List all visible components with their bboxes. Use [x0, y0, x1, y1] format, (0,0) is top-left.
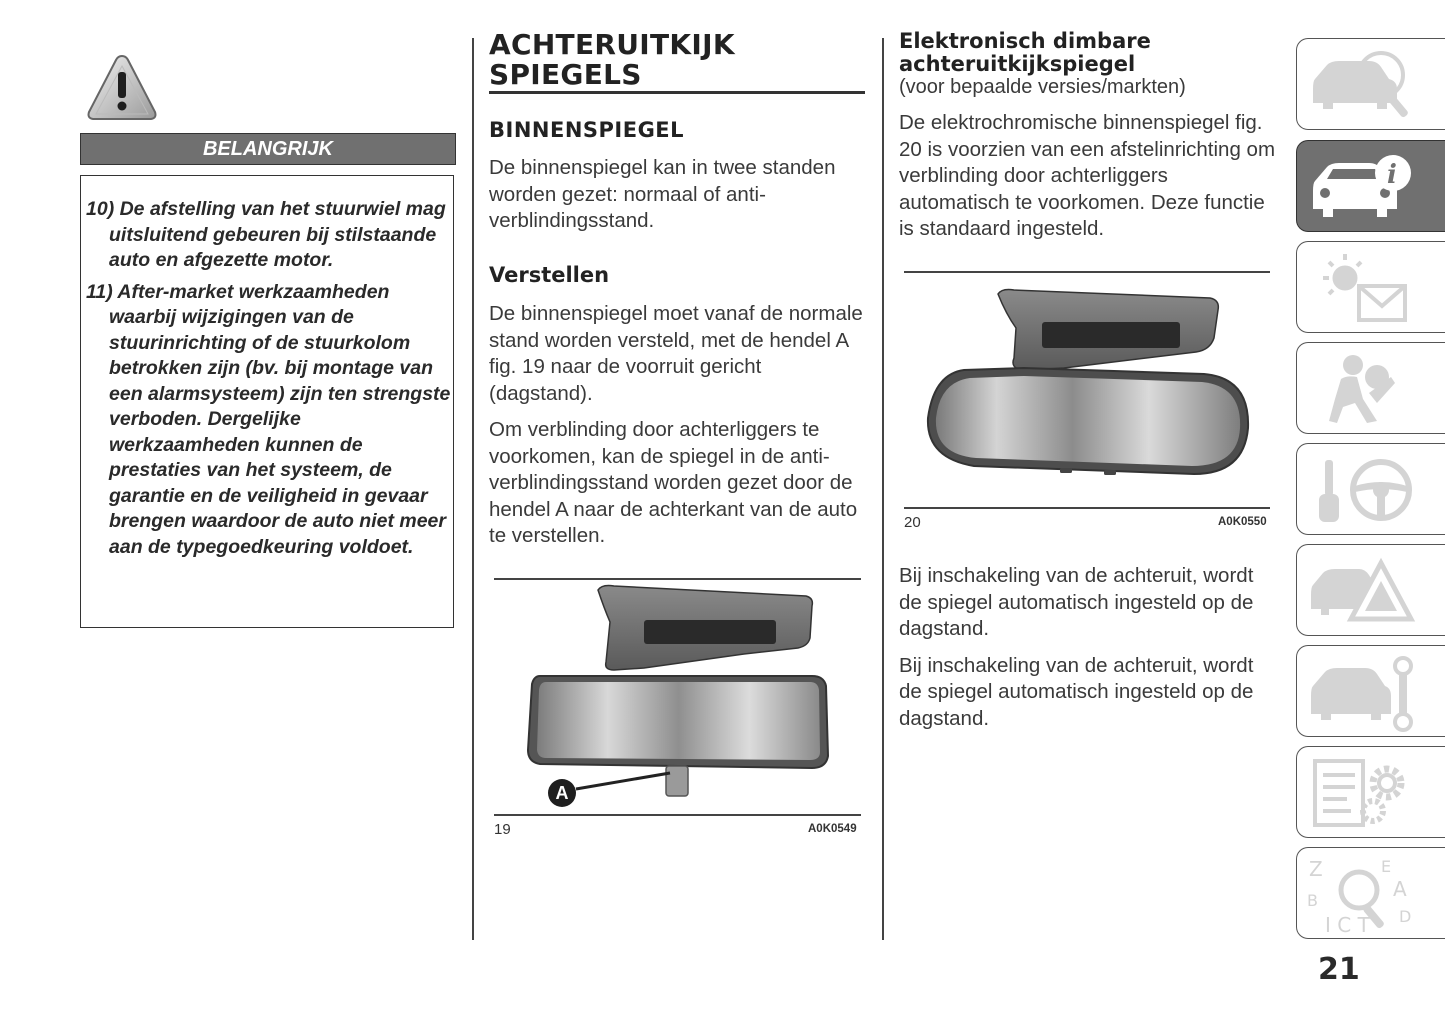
nav-tab-index[interactable] [1296, 847, 1445, 939]
chapter-title-line2: SPIEGELS [489, 58, 642, 91]
svg-text:A: A [1393, 877, 1407, 901]
figure-19-callout [548, 779, 576, 807]
nav-tab-car-info[interactable] [1296, 140, 1445, 232]
car-search-icon [1307, 45, 1427, 125]
note-item-11: 11) After-market werkzaamheden waarbij wijzigingen van de stuurinrichting of de stuurkolom betrokken zijn (bv. bij montage van een alarmsysteem) zijn ten strengste verboden. Dergelijke werkzaamheden kunnen de prestaties van het systeem, de garantie en de veiligheid in gevaar brengen waardoor de auto niet meer aan de typegoedkeuring voldoet. [86, 280, 451, 558]
note-item-10: 10) De afstelling van het stuurwiel mag uitsluitend gebeuren bij stilstaande auto en afgezette motor. [86, 198, 446, 271]
nav-tab-emergency[interactable] [1296, 544, 1445, 636]
intro-text: De elektrochromische binnenspiegel fig. 20 is voorzien van een afstelinrichting om verblinding door achterliggers automatisch te voorkomen. Deze functie is standaard ingesteld. [899, 111, 1276, 240]
after-paragraph-1: Bij inschakeling van de achteruit, wordt de spiegel automatisch ingesteld op de dagstand. [899, 564, 1254, 640]
airbag-seat-icon [1307, 349, 1427, 429]
column-divider-right [882, 38, 884, 940]
intro-paragraph [899, 110, 1279, 253]
car-maintenance-icon [1307, 652, 1427, 732]
chapter-title [489, 30, 867, 90]
nav-tab-dashboard[interactable] [1296, 38, 1445, 130]
figure-20-mirror-image [904, 278, 1270, 504]
after-figure-text [899, 563, 1279, 742]
nav-tab-technical-data[interactable] [1296, 746, 1445, 838]
svg-text:i: i [1387, 160, 1397, 190]
section-intro [489, 155, 867, 245]
light-warning-icon [1307, 248, 1427, 328]
figure-20-code: A0K0550 [1218, 516, 1267, 528]
column-divider-left [472, 38, 474, 940]
figure-19-callout-label: A [555, 782, 569, 803]
figure-19-code: A0K0549 [808, 823, 857, 835]
nav-tab-lights-warnings[interactable] [1296, 241, 1445, 333]
car-info-icon [1307, 147, 1427, 227]
svg-text:E: E [1381, 857, 1392, 876]
car-warning-triangle-icon [1307, 551, 1427, 631]
note-title-bar [80, 133, 456, 165]
section-intro-text: De binnenspiegel kan in twee standen worden gezet: normaal of anti-verblindingsstand. [489, 156, 836, 232]
svg-text:D: D [1399, 907, 1412, 926]
section-header-line1: Elektronisch dimbare [899, 29, 1151, 53]
section-header-line2: achteruitkijkspiegel [899, 52, 1136, 76]
nav-tab-starting-driving[interactable] [1296, 443, 1445, 535]
paragraph-1: De binnenspiegel moet vanaf de normale stand worden versteld, met de hendel A fig. 19 naar de voorruit gericht (dagstand). [489, 302, 863, 405]
nav-tab-maintenance[interactable] [1296, 645, 1445, 737]
note-title: BELANGRIJK [202, 137, 333, 160]
warning-triangle-icon [86, 52, 158, 124]
chapter-title-underline [489, 91, 865, 94]
figure-19-mirror-image [494, 582, 861, 812]
subsection-body [489, 301, 867, 560]
specs-gear-icon [1307, 753, 1427, 833]
subsection-title: Verstellen [489, 263, 610, 287]
after-paragraph-2: Bij inschakeling van de achteruit, wordt de spiegel automatisch ingesteld op de dagstand. [899, 653, 1254, 730]
key-steering-wheel-icon [1307, 450, 1427, 530]
figure-19-number: 19 [494, 821, 511, 838]
section-header [899, 30, 1279, 98]
svg-text:B: B [1307, 891, 1318, 910]
figure-19-top-rule [494, 578, 861, 580]
figure-20-number: 20 [904, 514, 921, 531]
figure-19-bottom-rule [494, 814, 861, 816]
svg-text:Z: Z [1309, 857, 1323, 881]
figure-20-top-rule [904, 271, 1270, 273]
note-list [86, 197, 454, 566]
chapter-title-line1: ACHTERUITKIJK [489, 28, 735, 61]
section-title: BINNENSPIEGEL [489, 118, 685, 142]
figure-20-bottom-rule [904, 507, 1270, 509]
page-number: 21 [1318, 952, 1360, 987]
alphabet-index-icon [1307, 854, 1427, 934]
nav-tab-safety[interactable] [1296, 342, 1445, 434]
svg-text:I C T: I C T [1325, 913, 1370, 934]
paragraph-2: Om verblinding door achterliggers te voorkomen, kan de spiegel in de anti-verblindingsstand worden gezet door de hendel A naar de achterkant van de auto te verstellen. [489, 418, 858, 547]
section-subtitle: (voor bepaalde versies/markten) [899, 76, 1186, 98]
